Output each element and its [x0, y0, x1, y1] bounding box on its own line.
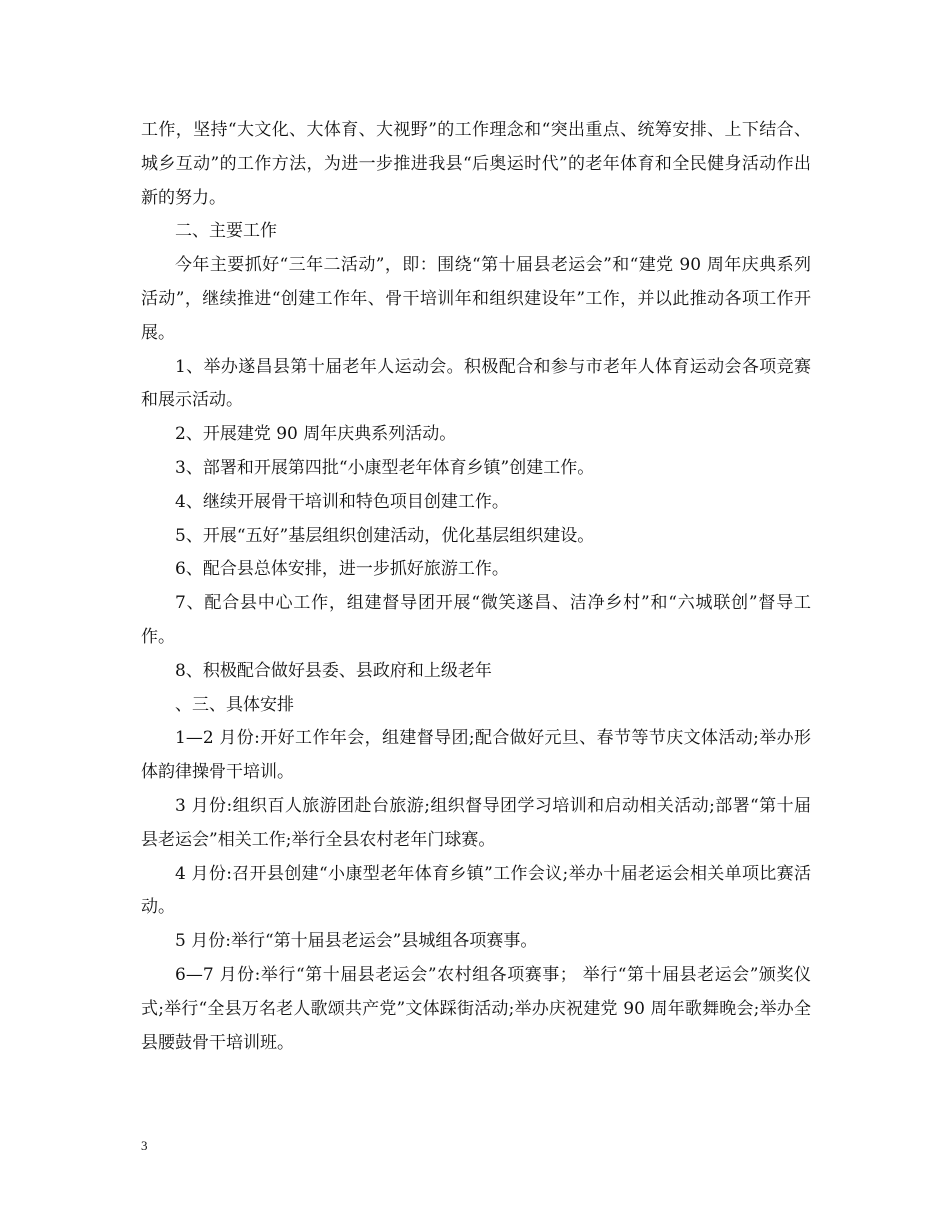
list-item-5: 5、开展“五好”基层组织创建活动，优化基层组织建设。 — [175, 525, 595, 546]
schedule-may: 5 月份:举行“第十届县老运会”县城组各项赛事。 — [175, 931, 538, 952]
list-item-1: 1、举办遂昌县第十届老年人运动会。积极配合和参与市老年人体育运动会各项竞赛和展示活动。 — [141, 356, 811, 411]
list-item-6: 6、配合县总体安排，进一步抓好旅游工作。 — [175, 559, 509, 580]
list-item-7: 7、配合县中心工作，组建督导团开展“微笑遂昌、洁净乡村”和“六城联创”督导工作。 — [141, 593, 811, 647]
list-item-2: 2、开展建党 90 周年庆典系列活动。 — [175, 424, 457, 445]
section-heading-main-work: 二、主要工作 — [175, 221, 277, 242]
schedule-march: 3 月份:组织百人旅游团赴台旅游;组织督导团学习培训和启动相关活动;部署“第十届县老运会”相关工作;举行全县农村老年门球赛。 — [141, 795, 811, 850]
schedule-jan-feb: 1—2 月份:开好工作年会，组建督导团;配合做好元旦、春节等节庆文体活动;举办形体韵律操骨干培训。 — [141, 728, 811, 783]
section-heading-schedule: 、三、具体安排 — [175, 694, 294, 715]
schedule-april: 4 月份:召开县创建“小康型老年体育乡镇”工作会议;举办十届老运会相关单项比赛活动。 — [141, 863, 811, 918]
schedule-june-july: 6—7 月份:举行“第十届县老运会”农村组各项赛事； 举行“第十届县老运会”颁奖仪式;举行“全县万名老人歌颂共产党”文体踩街活动;举办庆祝建党 90 周年歌舞晚会;举办全县腰鼓骨干培训班。 — [141, 964, 811, 1053]
paragraph-main-work-summary: 今年主要抓好“三年二活动”，即：围绕“第十届县老运会”和“建党 90 周年庆典系列活动”，继续推进“创建工作年、骨干培训年和组织建设年”工作，并以此推动各项工作开展。 — [141, 255, 811, 343]
list-item-8: 8、积极配合做好县委、县政府和上级老年 — [175, 660, 492, 681]
page-number: 3 — [141, 1138, 148, 1153]
document-body — [141, 114, 811, 1060]
list-item-4: 4、继续开展骨干培训和特色项目创建工作。 — [175, 491, 509, 512]
list-item-3: 3、部署和开展第四批“小康型老年体育乡镇”创建工作。 — [175, 457, 595, 478]
paragraph-intro-continuation: 工作，坚持“大文化、大体育、大视野”的工作理念和“突出重点、统筹安排、上下结合、城乡互动”的工作方法，为进一步推进我县“后奥运时代”的老年体育和全民健身活动作出新的努力。 — [141, 120, 811, 208]
